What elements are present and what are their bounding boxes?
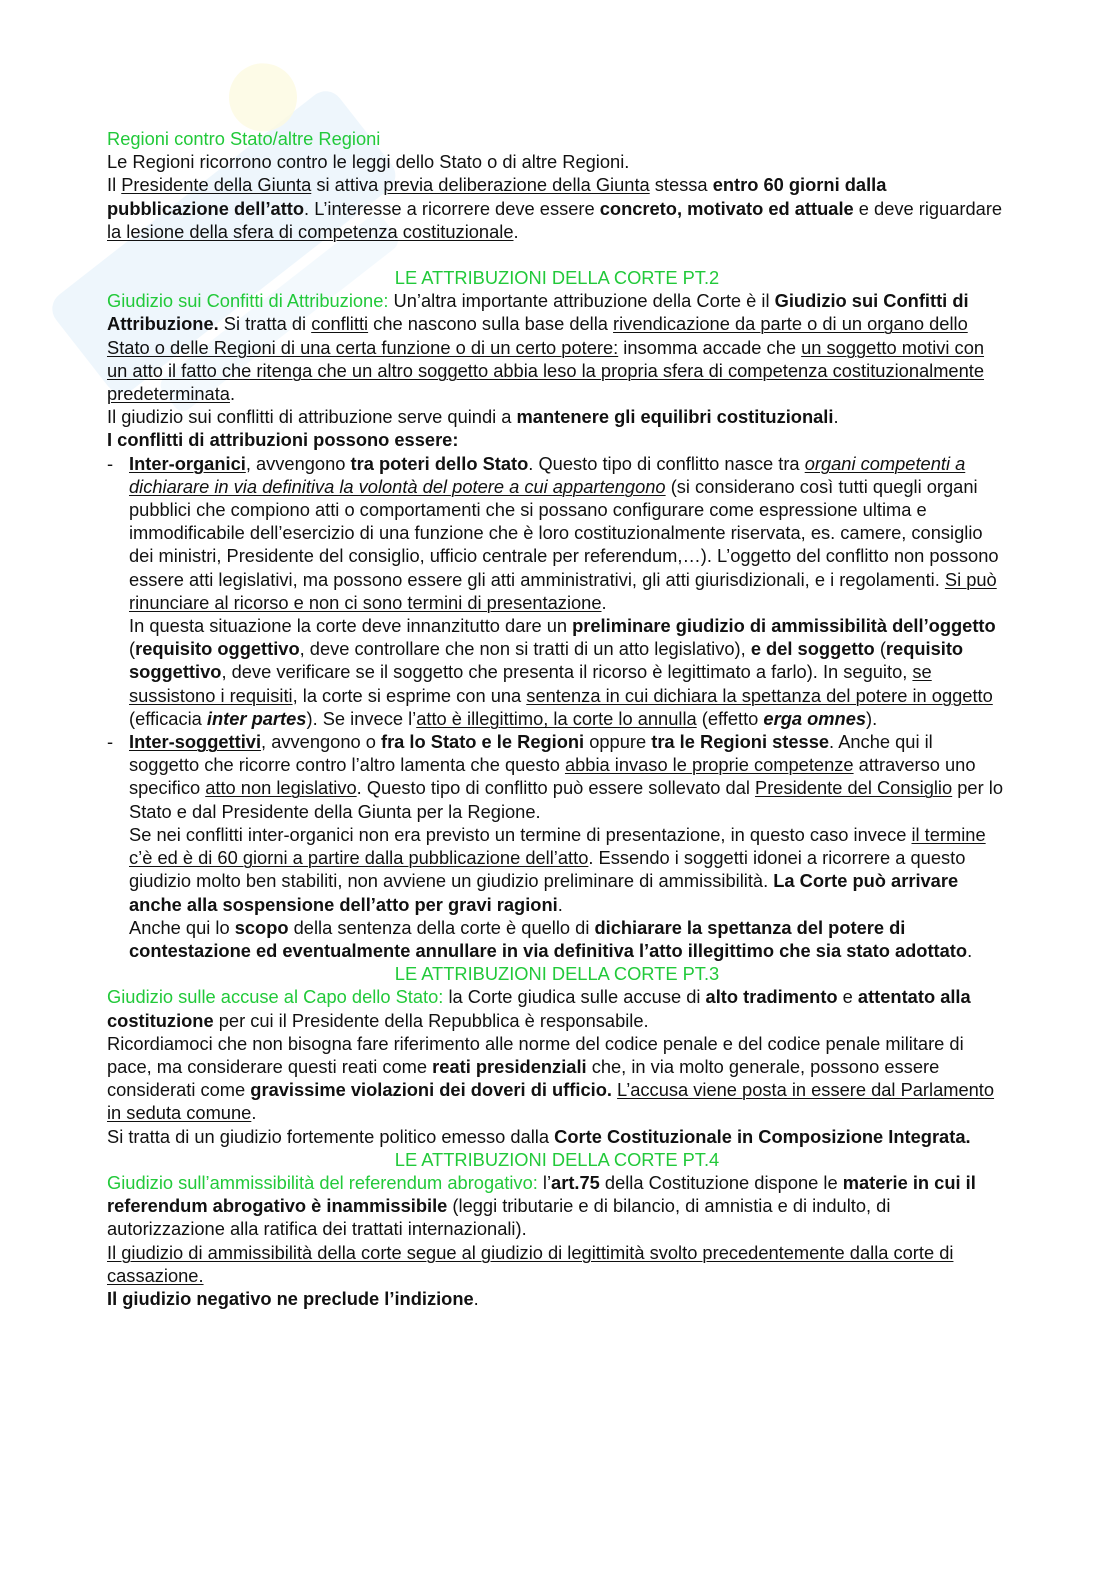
paragraph [107, 1241, 1007, 1287]
text-run: . [833, 406, 839, 428]
text-run: . [473, 1287, 479, 1309]
text-run: attraverso uno specifico [129, 754, 976, 799]
paragraph [107, 127, 1007, 150]
text-run: inter partes [206, 707, 307, 729]
list-item [107, 730, 1007, 962]
text-run: per cui il Presidente della Repubblica è responsabile. [213, 1009, 649, 1031]
text-run: Un’altra importante attribuzione della Corte è il [388, 290, 775, 312]
text-run: un soggetto motivi con un atto il fatto che ritenga che un altro soggetto abbia leso la propria sfera di competenza costituzionalmente predeterminata [107, 336, 985, 405]
text-run: tra poteri dello Stato [350, 452, 529, 474]
spacer [107, 243, 1007, 266]
text-run: materie in cui il referendum abrogativo è inammissibile [107, 1171, 976, 1217]
text-run: si attiva [311, 174, 384, 196]
text-run: entro 60 giorni dalla pubblicazione dell’atto [107, 174, 887, 219]
text-run: se sussistono i requisiti [129, 661, 932, 706]
text-run: , la corte si esprime con una [292, 684, 527, 706]
text-run: per lo Stato e dal Presidente della Giunta per la Regione. [129, 777, 1003, 822]
text-run: stessa [649, 174, 713, 196]
text-run: Le Regioni ricorrono contro le leggi dello Stato o di altre Regioni. [107, 151, 630, 173]
text-run: Si può rinunciare al ricorso e non ci sono termini di presentazione [129, 568, 997, 613]
text-run: , deve verificare se il soggetto che presenta il ricorso è legittimato a farlo). In seguito, [221, 661, 913, 683]
paragraph [107, 1032, 1007, 1125]
text-run: L’accusa viene posta in essere dal Parlamento in seduta comune [107, 1079, 995, 1124]
paragraph [107, 428, 1007, 451]
text-run: Il giudizio sui conflitti di attribuzione serve quindi a [107, 406, 517, 428]
text-run: abbia invaso le proprie competenze [564, 754, 854, 776]
text-run: alto tradimento [705, 986, 838, 1008]
text-run: della Costituzione dispone le [599, 1171, 843, 1193]
text-run: . [513, 220, 519, 242]
text-run: Si tratta di [218, 313, 312, 335]
text-run: Giudizio sulle accuse al Capo dello Stato: [107, 986, 444, 1008]
text-run: concreto, motivato ed attuale [599, 197, 854, 219]
text-run: ). [866, 707, 878, 729]
text-run: dichiarare la spettanza del potere di contestazione ed eventualmente annullare in via definitiva l’atto illegittimo che sia stato adottato [129, 916, 968, 961]
dash-bullet-icon: - [107, 452, 114, 474]
text-run: conflitti [311, 313, 369, 335]
text-run: La Corte può arrivare anche alla sospensione dell’atto per gravi ragioni [129, 870, 959, 915]
dash-bullet-icon: - [107, 731, 114, 753]
text-run: rivendicazione da parte o di un organo dello Stato o delle Regioni di una certa funzione o di un certo potere: [107, 313, 968, 358]
document-page [107, 127, 1007, 1310]
text-run: Inter-organici [129, 452, 246, 474]
text-run: scopo [234, 916, 289, 938]
text-run: Giudizio sui Confitti di Attribuzione: [107, 290, 389, 312]
text-run: della sentenza della corte è quello di [288, 916, 595, 938]
text-run: Se nei conflitti inter-organici non era previsto un termine di presentazione, in questo caso invece [129, 823, 912, 845]
text-run: mantenere gli equilibri costituzionali [516, 406, 834, 428]
paragraph [107, 1287, 1007, 1310]
section [107, 1148, 1007, 1310]
text-run: ( [874, 638, 886, 660]
paragraph [107, 1125, 1007, 1148]
text-run: erga omnes [763, 707, 867, 729]
text-run: . Anche qui il soggetto che ricorre contro l’altro lamenta che questo [129, 731, 933, 776]
text-run: requisito oggettivo [135, 638, 300, 660]
text-run: . Essendo i soggetti idonei a ricorrere a questo giudizio molto ben stabiliti, non avviene un giudizio preliminare di ammissibilità. [129, 847, 966, 892]
text-run: fra lo Stato e le Regioni [380, 731, 585, 753]
text-run: (efficacia [129, 707, 207, 729]
text-run: , avvengono [245, 452, 351, 474]
text-run: . Questo tipo di conflitto può essere sollevato dal [356, 777, 756, 799]
section-heading: LE ATTRIBUZIONI DELLA CORTE PT.4 [394, 1148, 720, 1170]
text-run: Regioni contro Stato/altre Regioni [107, 128, 381, 149]
text-run: e [837, 986, 858, 1008]
text-run: I conflitti di attribuzioni possono essere: [107, 429, 459, 451]
text-run: atto è illegittimo, la corte lo annulla [416, 707, 697, 729]
paragraph [129, 916, 1007, 962]
text-run: insomma accade che [618, 336, 802, 358]
text-run: art.75 [551, 1171, 600, 1193]
paragraph [107, 405, 1007, 428]
paragraph [107, 985, 1007, 1031]
text-run: . [557, 893, 563, 915]
text-run: Anche qui lo [129, 916, 235, 938]
text-run: ). Se invece l’ [306, 707, 417, 729]
text-run: sentenza in cui dichiara la spettanza del potere in oggetto [526, 684, 993, 706]
list-item [107, 452, 1007, 730]
text-run: la lesione della sfera di competenza costituzionale [107, 220, 514, 242]
text-run: gravissime violazioni dei doveri di ufficio. [250, 1079, 612, 1101]
paragraph [129, 452, 1007, 614]
text-run: attentato alla costituzione [107, 986, 971, 1031]
text-run: requisito soggettivo [129, 638, 964, 683]
paragraph [107, 173, 1007, 243]
text-run: ( [129, 638, 136, 660]
paragraph [107, 150, 1007, 173]
text-run: , deve controllare che non si tratti di un atto legislativo), [299, 638, 751, 660]
text-run: il termine c’è ed è di 60 giorni a partire dalla pubblicazione dell’atto [129, 823, 986, 869]
text-run: Inter-soggettivi [129, 731, 262, 753]
text-run: Presidente del Consiglio [755, 777, 953, 799]
text-run: . [251, 1102, 257, 1124]
text-run: Giudizio sull’ammissibilità del referendum abrogativo: [107, 1171, 538, 1193]
text-run: e del soggetto [750, 638, 875, 660]
text-run: Corte Costituzionale in Composizione Integrata. [554, 1125, 971, 1147]
text-run: Giudizio sui Confitti di Attribuzione. [107, 290, 969, 335]
text-run: reati presidenziali [432, 1055, 587, 1077]
paragraph [107, 1171, 1007, 1241]
text-run: In questa situazione la corte deve innanzitutto dare un [129, 615, 573, 637]
section [107, 127, 1007, 266]
text-run: Il giudizio negativo ne preclude l’indizione [107, 1287, 474, 1309]
section [107, 962, 1007, 1148]
paragraph [107, 289, 1007, 405]
text-run: , avvengono o [261, 731, 381, 753]
text-run: (effetto [696, 707, 764, 729]
paragraph [129, 614, 1007, 730]
paragraph [129, 730, 1007, 823]
text-run: preliminare giudizio di ammissibilità dell’oggetto [572, 615, 996, 637]
section [107, 266, 1007, 962]
section-heading: LE ATTRIBUZIONI DELLA CORTE PT.2 [394, 267, 720, 289]
text-run: previa deliberazione della Giunta [383, 174, 650, 196]
text-run: (leggi tributarie e di bilancio, di amnistia e di indulto, di autorizzazione alla ratifica dei trattati internazionali). [107, 1195, 891, 1240]
text-run: . Questo tipo di conflitto nasce tra [528, 452, 805, 474]
text-run: tra le Regioni stesse [651, 731, 830, 753]
text-run: . L’interesse a ricorrere deve essere [304, 197, 600, 219]
paragraph [129, 823, 1007, 916]
text-run: organi competenti a dichiarare in via definitiva la volontà del potere a cui appartengono [129, 452, 966, 497]
dash-list [107, 452, 1007, 962]
text-run: la Corte giudica sulle accuse di [443, 986, 706, 1008]
text-run: Presidente della Giunta [121, 174, 312, 196]
text-run: (si considerano così tutti quegli organi pubblici che compiono atti o comportamenti che si possano configurare come espressione ultima e immodificabile dell’esercizio di una funzione che è loro costituzionalmente riservata, es. camere, consiglio dei ministri, Presidente del consiglio, ufficio centrale per referendum,…). L’oggetto del conflitto non possono essere atti legislativi, ma possono essere gli atti amministrativi, gli atti giurisdizionali, e i regolamenti. [129, 475, 999, 590]
text-run: che, in via molto generale, possono essere considerati come [107, 1055, 940, 1101]
text-run: l’ [537, 1171, 552, 1193]
text-run: Il [107, 174, 122, 196]
text-run: . [601, 591, 607, 613]
text-run: oppure [584, 731, 652, 753]
text-run: Il giudizio di ammissibilità della corte segue al giudizio di legittimità svolto precedentemente dalla corte di cassazione. [107, 1241, 954, 1286]
text-run: . [229, 383, 236, 405]
text-run: Si tratta di un giudizio fortemente politico emesso dalla [107, 1125, 555, 1147]
text-run: e deve riguardare [853, 197, 1003, 219]
text-run: Ricordiamoci che non bisogna fare riferimento alle norme del codice penale e del codice penale militare di pace, ma considerare questi reati come [107, 1032, 964, 1077]
text-run: atto non legislativo [205, 777, 357, 799]
section-heading: LE ATTRIBUZIONI DELLA CORTE PT.3 [394, 963, 720, 985]
text-run: . [967, 939, 973, 961]
text-run: che nascono sulla base della [368, 313, 614, 335]
